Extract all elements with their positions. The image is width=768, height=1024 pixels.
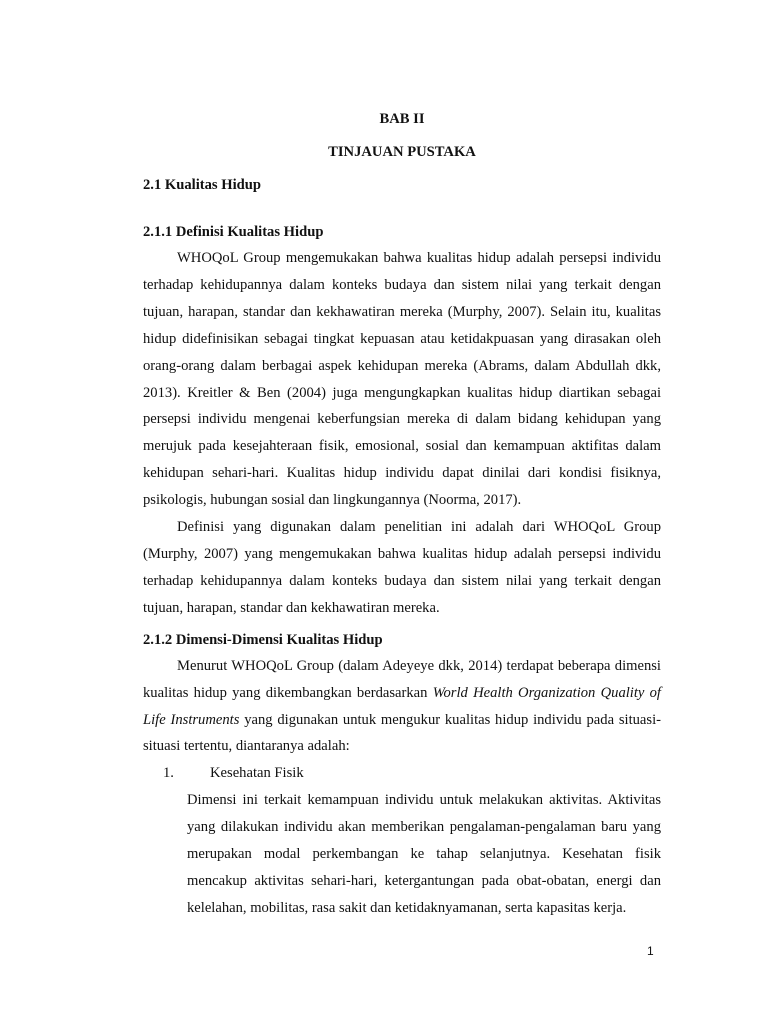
list-item-body: Dimensi ini terkait kemampuan individu untuk melakukan aktivitas. Aktivitas yang dilakukan individu akan memberikan pengalaman-pengalaman baru yang merupakan modal perkembangan ke tahap selanjutnya. Kesehatan fisik mencakup aktivitas sehari-hari, ketergantungan pada obat-obatan, energi dan kelelahan, mobilitas, rasa sakit dan ketidaknyamanan, serta kapasitas kerja.: [187, 792, 661, 916]
chapter-title: TINJAUAN PUSTAKA: [328, 144, 476, 160]
chapter-number: BAB II: [379, 111, 425, 127]
section-heading-2-1: 2.1 Kualitas Hidup: [143, 177, 262, 193]
paragraph-definition-2: Definisi yang digunakan dalam penelitian ini adalah dari WHOQoL Group (Murphy, 2007) yang mengemukakan bahwa kualitas hidup adalah persepsi individu terhadap kehidupannya dalam konteks budaya dan sistem nilai yang terkait dengan tujuan, harapan, standar dan kekhawatiran mereka.: [143, 519, 661, 616]
document-page: [143, 107, 661, 922]
paragraph-definition-1: WHOQoL Group mengemukakan bahwa kualitas hidup adalah persepsi individu terhadap kehidupannya dalam konteks budaya dan sistem nilai yang terkait dengan tujuan, harapan, standar dan kekhawatiran mereka (Murphy, 2007). Selain itu, kualitas hidup didefinisikan sebagai tingkat kepuasan atau ketidakpuasan yang dirasakan oleh orang-orang dalam berbagai aspek kehidupan mereka (Abrams, dalam Abdullah dkk, 2013). Kreitler & Ben (2004) juga mengungkapkan kualitas hidup diartikan sebagai persepsi individu mengenai keberfungsian mereka di dalam bidang kehidupan yang merujuk pada kesejahteraan fisik, emosional, sosial dan kemampuan aktifitas dalam kehidupan sehari-hari. Kualitas hidup individu dapat dinilai dari kondisi fisiknya, psikologis, hubungan sosial dan lingkungannya (Noorma, 2017).: [143, 250, 661, 509]
page-number: 1: [647, 944, 654, 958]
list-item-title: Kesehatan Fisik: [210, 765, 304, 782]
section-heading-2-1-1: 2.1.1 Definisi Kualitas Hidup: [143, 224, 324, 240]
list-item-number: 1.: [163, 765, 174, 782]
section-heading-2-1-2: 2.1.2 Dimensi-Dimensi Kualitas Hidup: [143, 631, 383, 648]
list-item: [143, 760, 661, 921]
list-item-header: [143, 760, 661, 787]
paragraph-dimensions-intro: [143, 653, 661, 761]
dimension-list: [143, 760, 661, 921]
intro-text-end: yang digunakan untuk mengukur kualitas hidup individu pada situasi-situasi tertentu, diantaranya adalah:: [143, 711, 661, 755]
intro-italic-term: World Health Organization Quality of Life Instruments: [143, 684, 661, 728]
intro-text-start: Menurut WHOQoL Group (dalam Adeyeye dkk, 2014) terdapat beberapa dimensi kualitas hidup yang dikembangkan berdasarkan: [143, 657, 661, 701]
